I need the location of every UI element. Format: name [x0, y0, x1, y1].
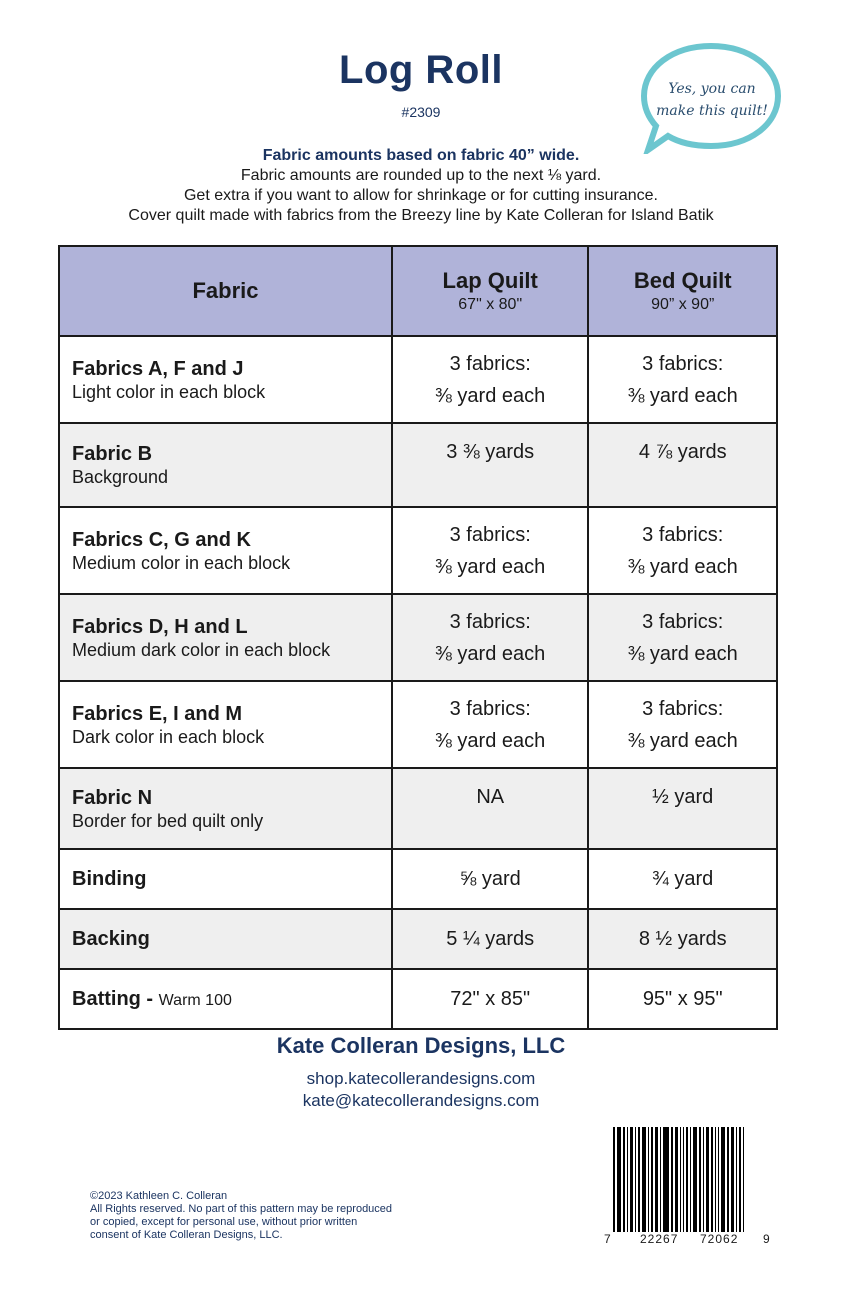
bed-value: 3 fabrics: [642, 523, 724, 546]
lap-value: 5 ¼ yards [446, 928, 535, 950]
copyright-line-3: or copied, except for personal use, without prior written [90, 1216, 358, 1228]
lap-value: 72" x 85" [450, 988, 531, 1010]
bubble-line-1: Yes, you can [668, 81, 756, 97]
copyright-line-1: ©2023 Kathleen C. Colleran [90, 1190, 228, 1202]
lap-value-2: ⅜ yard each [435, 384, 546, 407]
bed-value: 3 fabrics: [642, 697, 724, 720]
table-row [59, 507, 777, 594]
fabric-notes [0, 146, 842, 226]
header-label: Bed Quilt [633, 268, 732, 293]
lap-value: NA [476, 786, 505, 808]
table-row [59, 423, 777, 507]
fabric-name: Fabrics C, G and K [72, 528, 251, 551]
fabric-desc: Background [72, 467, 169, 487]
fabric-name: Batting - [72, 988, 159, 1010]
lap-value: 3 fabrics: [449, 352, 531, 375]
copyright-line-4: consent of Kate Colleran Designs, LLC. [90, 1229, 283, 1241]
company-name: Kate Colleran Designs, LLC [276, 1033, 566, 1058]
header-lap-quilt [392, 246, 588, 336]
header-size: 90” x 90” [651, 296, 715, 313]
bed-value: ¾ yard [652, 868, 714, 890]
barcode-digits-right: 72062 [700, 1232, 739, 1246]
fabric-name: Fabrics E, I and M [72, 702, 243, 725]
fabric-desc: Light color in each block [72, 381, 266, 402]
fabric-name: Fabrics D, H and L [72, 615, 248, 638]
header-size: 67" x 80" [458, 296, 523, 313]
bubble-line-2: make this quilt! [656, 103, 768, 119]
lap-value-2: ⅜ yard each [435, 729, 546, 752]
fabric-name: Fabric N [72, 786, 153, 809]
lap-value: 3 fabrics: [449, 523, 531, 546]
fabric-desc: Border for bed quilt only [72, 810, 264, 831]
fabric-name: Fabric B [72, 443, 153, 465]
lap-value-2: ⅜ yard each [435, 642, 546, 665]
table-row [59, 336, 777, 423]
bubble-text [648, 78, 776, 122]
header-label: Fabric [192, 278, 259, 303]
pattern-title: Log Roll [339, 48, 503, 92]
barcode-digit-last: 9 [763, 1232, 771, 1246]
notes-heading: Fabric amounts based on fabric 40” wide. [262, 147, 580, 164]
barcode-icon [613, 1127, 763, 1232]
table-row [59, 681, 777, 768]
table-row [59, 768, 777, 849]
fabric-desc: Medium color in each block [72, 552, 291, 573]
table-row [59, 969, 777, 1029]
lap-value: 3 ⅜ yards [446, 441, 535, 463]
pattern-number: #2309 [401, 104, 441, 120]
fabric-desc: Warm 100 [158, 992, 232, 1009]
copyright-line-2: All Rights reserved. No part of this pattern may be reproduced [90, 1203, 393, 1215]
table-row [59, 909, 777, 969]
table-row [59, 849, 777, 909]
fabric-name: Fabrics A, F and J [72, 357, 244, 380]
bed-value-2: ⅜ yard each [627, 729, 738, 752]
bed-value-2: ⅜ yard each [627, 384, 738, 407]
lap-value: ⅝ yard [459, 868, 521, 890]
notes-line-3: Cover quilt made with fabrics from the Breezy line by Kate Colleran for Island Batik [128, 207, 714, 224]
bed-value: 3 fabrics: [642, 352, 724, 375]
fabric-name: Backing [72, 928, 150, 950]
bed-value-2: ⅜ yard each [627, 642, 738, 665]
email-link[interactable]: kate@katecollerandesigns.com [302, 1091, 540, 1110]
fabric-desc: Dark color in each block [72, 726, 265, 747]
copyright-notice [90, 1190, 392, 1242]
notes-line-2: Get extra if you want to allow for shrinkage or for cutting insurance. [183, 187, 658, 204]
bed-value: ½ yard [652, 786, 714, 808]
barcode-digits-left: 22267 [640, 1232, 679, 1246]
fabric-requirements-table [58, 245, 778, 1030]
contact-info [0, 1068, 842, 1112]
bed-value: 4 ⅞ yards [638, 441, 727, 463]
lap-value: 3 fabrics: [449, 697, 531, 720]
notes-line-1: Fabric amounts are rounded up to the next ⅛ yard. [240, 167, 602, 184]
bed-value-2: ⅜ yard each [627, 555, 738, 578]
table-header-row [59, 246, 777, 336]
fabric-desc: Medium dark color in each block [72, 639, 331, 660]
bed-value: 3 fabrics: [642, 610, 724, 633]
header-label: Lap Quilt [442, 268, 538, 293]
shop-link[interactable]: shop.katecollerandesigns.com [306, 1069, 536, 1088]
fabric-name: Binding [72, 868, 147, 890]
barcode-digit-first: 7 [604, 1232, 612, 1246]
bed-value: 95" x 95" [642, 988, 723, 1010]
header-bed-quilt [588, 246, 777, 336]
table-row [59, 594, 777, 681]
header-fabric [59, 246, 392, 336]
bed-value: 8 ½ yards [638, 928, 727, 950]
lap-value: 3 fabrics: [449, 610, 531, 633]
lap-value-2: ⅜ yard each [435, 555, 546, 578]
